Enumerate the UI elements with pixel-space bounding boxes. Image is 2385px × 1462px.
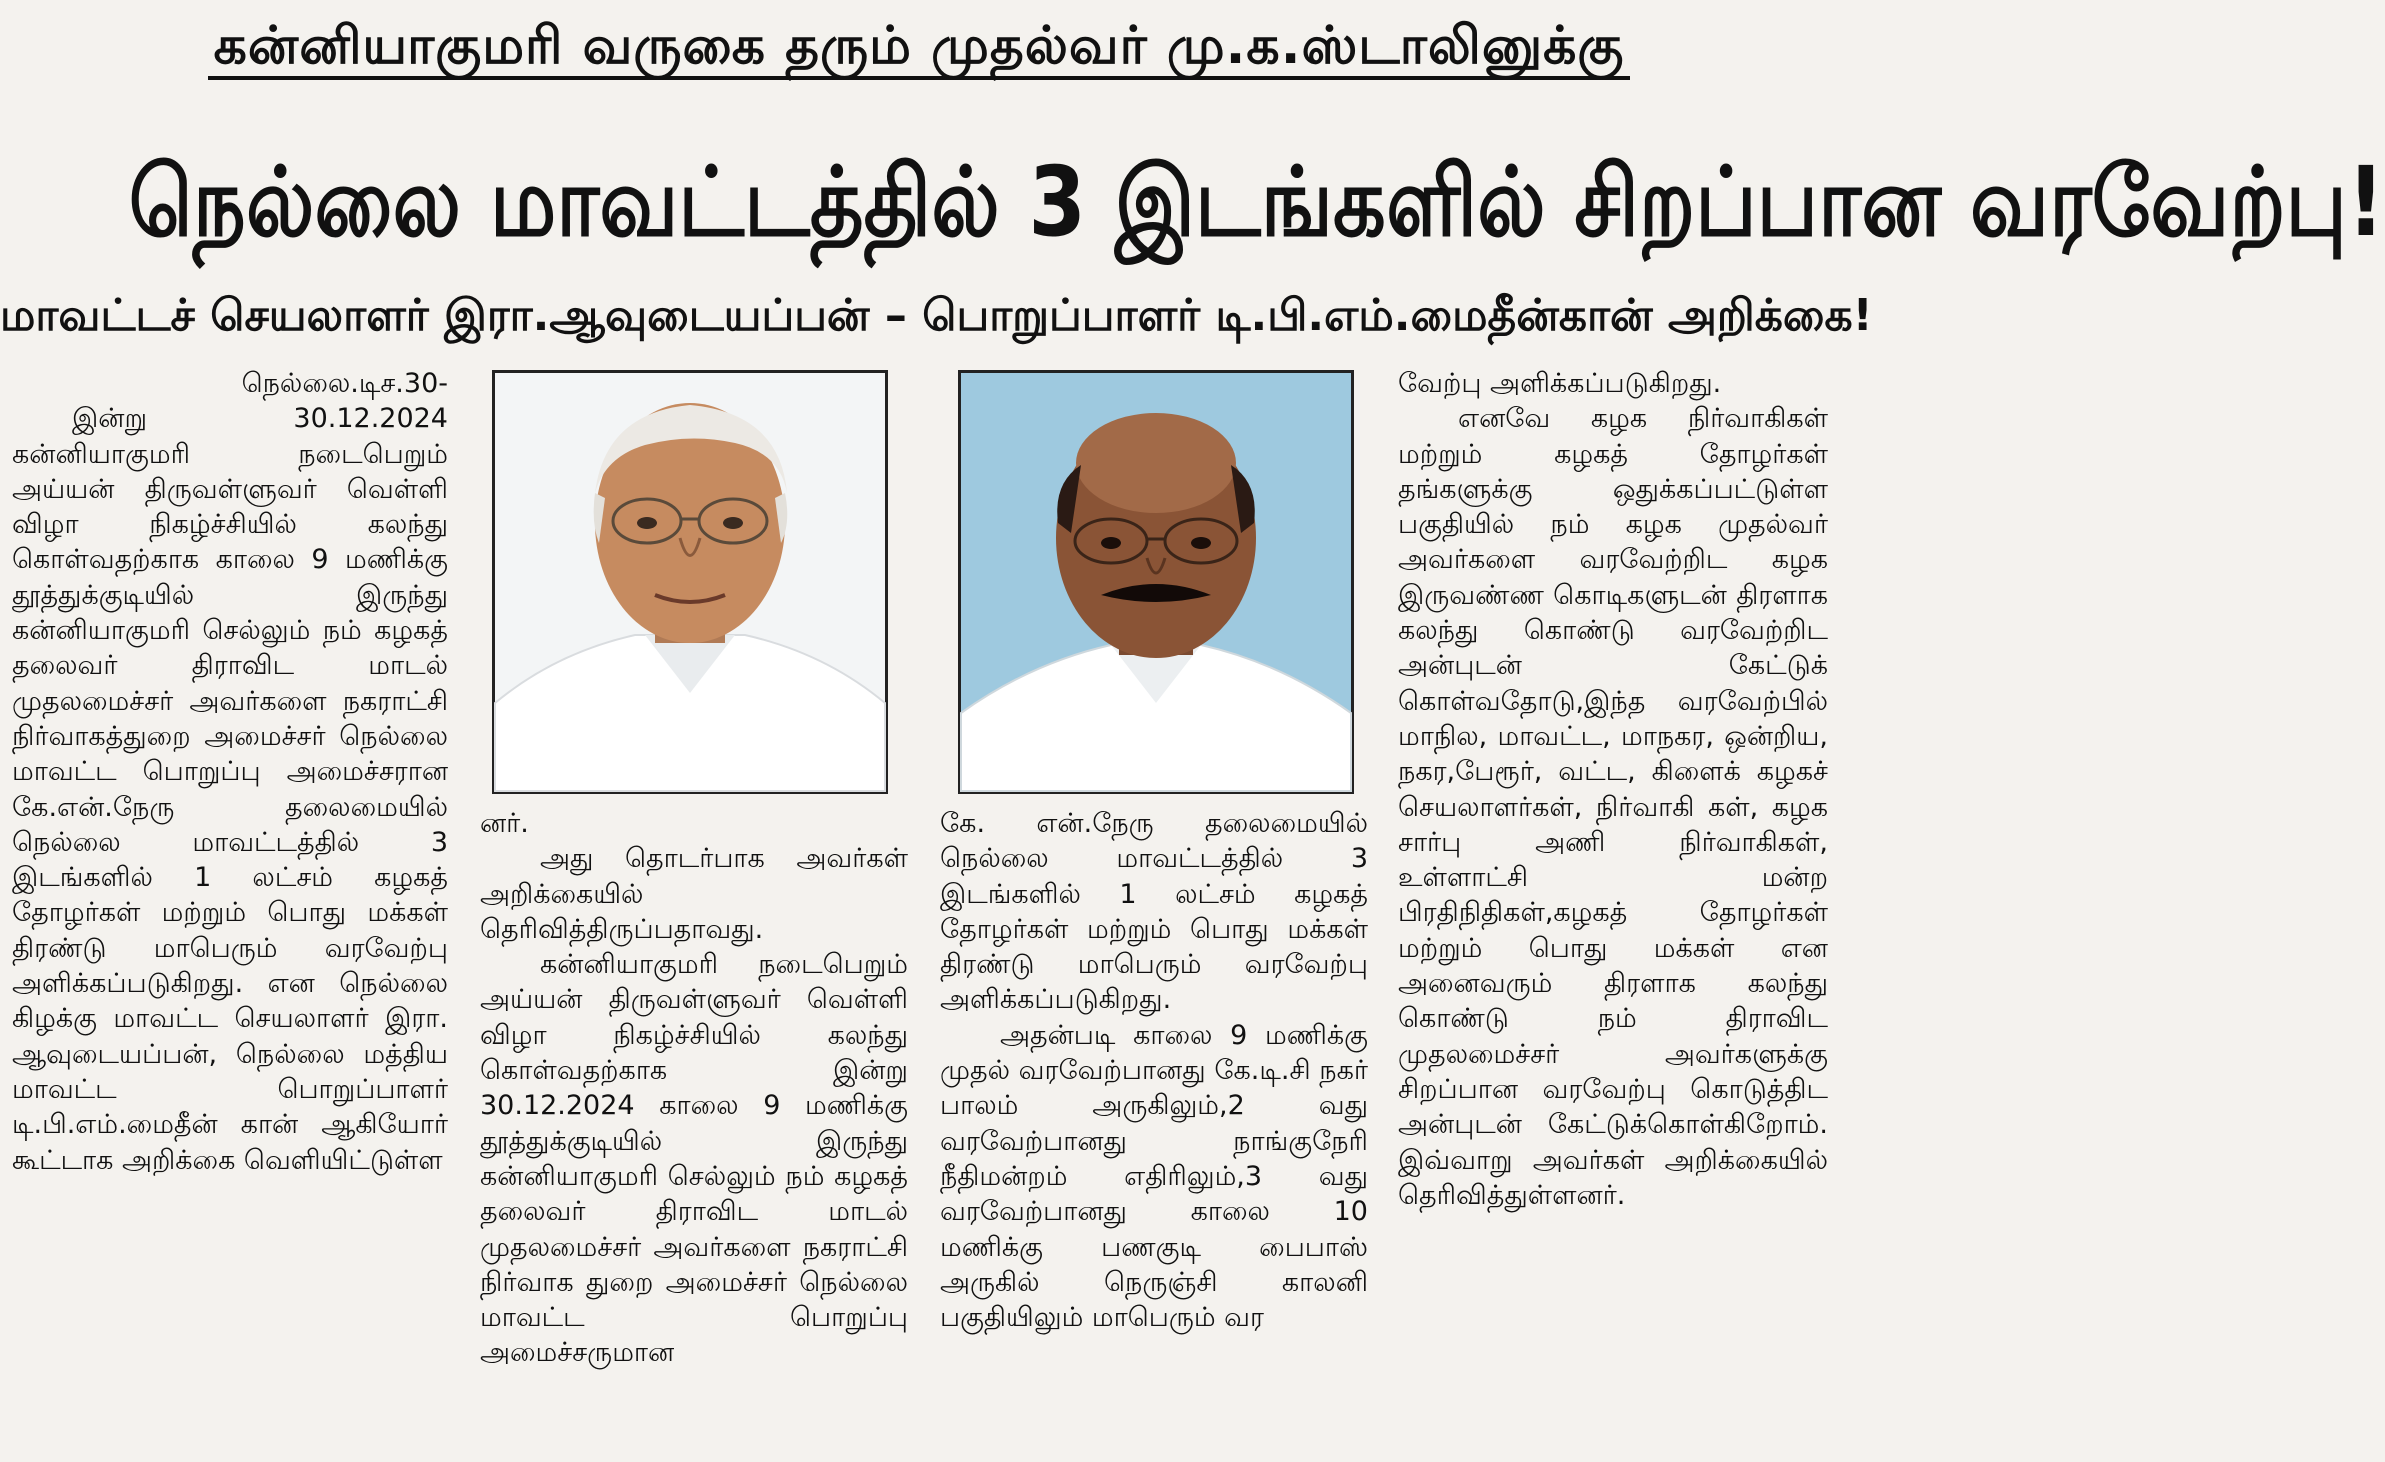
sub-headline: மாவட்டச் செயலாளர் இரா.ஆவுடையப்பன் – பொறுப்பாளர் டி.பி.எம்.மைதீன்கான் அறிக்கை! xyxy=(0,290,1873,341)
paragraph: அது தொடர்பாக அவர்கள் அறிக்கையில் தெரிவித்திருப்பதாவது. xyxy=(480,843,908,945)
article-column-3 xyxy=(940,806,1368,1335)
article-column-1 xyxy=(12,366,448,1178)
paragraph: அதன்படி காலை 9 மணிக்கு முதல் வரவேற்பானது கே.டி.சி நகர் பாலம் அருகிலும்,2 வது வரவேற்பானது நாங்குநேரி நீதிமன்றம் எதிரிலும்,3 வது வரவேற்பானது காலை 10 மணிக்கு பணகுடி பைபாஸ் அருகில் நெருஞ்சி காலனி பகுதியிலும் மாபெரும் வர xyxy=(940,1019,1368,1334)
article-column-4 xyxy=(1398,366,1828,1213)
main-headline: நெல்லை மாவட்டத்தில் 3 இடங்களில் சிறப்பான வரவேற்பு! xyxy=(128,146,2385,258)
dateline: நெல்லை.டிச.30- xyxy=(241,368,448,399)
paragraph: கே. என்.நேரு தலைமையில் நெல்லை மாவட்டத்தில் 3 இடங்களில் 1 லட்சம் கழகத் தோழர்கள் மற்றும் பொது மக்கள் திரண்டு மாபெரும் வரவேற்பு அளிக்கப்படுகிறது. xyxy=(940,808,1368,1016)
article-column-2 xyxy=(480,806,908,1371)
portrait-photo-right xyxy=(958,370,1354,794)
kicker-headline xyxy=(0,6,1838,86)
kicker-text: கன்னியாகுமரி வருகை தரும் முதல்வர் மு.க.ஸ்டாலினுக்கு xyxy=(208,16,1631,80)
paragraph: னர். xyxy=(480,808,529,839)
paragraph: வேற்பு அளிக்கப்படுகிறது. xyxy=(1398,368,1722,399)
portrait-left-illustration xyxy=(495,373,885,791)
paragraph: கன்னியாகுமரி நடைபெறும் அய்யன் திருவள்ளுவர் வெள்ளி விழா நிகழ்ச்சியில் கலந்து கொள்வதற்காக இன்று 30.12.2024 காலை 9 மணிக்கு தூத்துக்குடியில் இருந்து கன்னியாகுமரி செல்லும் நம் கழகத் தலைவர் திராவிட மாடல் முதலமைச்சர் அவர்களை நகராட்சி நிர்வாக துறை அமைச்சர் நெல்லை மாவட்ட பொறுப்பு அமைச்சருமான xyxy=(480,949,908,1369)
portrait-right-illustration xyxy=(961,373,1351,791)
portrait-photo-left xyxy=(492,370,888,794)
paragraph: எனவே கழக நிர்வாகிகள் மற்றும் கழகத் தோழர்கள் தங்களுக்கு ஒதுக்கப்பட்டுள்ள பகுதியில் நம் கழக முதல்வர் அவர்களை வரவேற்றிட கழக இருவண்ண கொடிகளுடன் திரளாக கலந்து கொண்டு வரவேற்றிட அன்புடன் கேட்டுக் கொள்வதோடு,இந்த வரவேற்பில் மாநில, மாவட்ட, மாநகர, ஒன்றிய, நகர,பேரூர், வட்ட, கிளைக் கழகச் செயலாளர்கள், நிர்வாகி கள், கழக சார்பு அணி நிர்வாகிகள், உள்ளாட்சி மன்ற பிரதிநிதிகள்,கழகத் தோழர்கள் மற்றும் பொது மக்கள் என அனைவரும் திரளாக கலந்து கொண்டு நம் திராவிட முதலமைச்சர் அவர்களுக்கு சிறப்பான வரவேற்பு கொடுத்திட அன்புடன் கேட்டுக்கொள்கிறோம். இவ்வாறு அவர்கள் அறிக்கையில் தெரிவித்துள்ளனர். xyxy=(1398,403,1828,1211)
paragraph: இன்று 30.12.2024 கன்னியாகுமரி நடைபெறும் அய்யன் திருவள்ளுவர் வெள்ளி விழா நிகழ்ச்சியில் கலந்து கொள்வதற்காக காலை 9 மணிக்கு தூத்துக்குடியில் இருந்து கன்னியாகுமரி செல்லும் நம் கழகத் தலைவர் திராவிட மாடல் முதலமைச்சர் அவர்களை நகராட்சி நிர்வாகத்துறை அமைச்சர் நெல்லை மாவட்ட பொறுப்பு அமைச்சரான கே.என்.நேரு தலைமையில் நெல்லை மாவட்டத்தில் 3 இடங்களில் 1 லட்சம் கழகத் தோழர்கள் மற்றும் பொது மக்கள் திரண்டு மாபெரும் வரவேற்பு அளிக்கப்படுகிறது. என நெல்லை கிழக்கு மாவட்ட செயலாளர் இரா. ஆவுடையப்பன், நெல்லை மத்திய மாவட்ட பொறுப்பாளர் டி.பி.எம்.மைதீன் கான் ஆகியோர் கூட்டாக அறிக்கை வெளியிட்டுள்ள xyxy=(12,403,448,1176)
